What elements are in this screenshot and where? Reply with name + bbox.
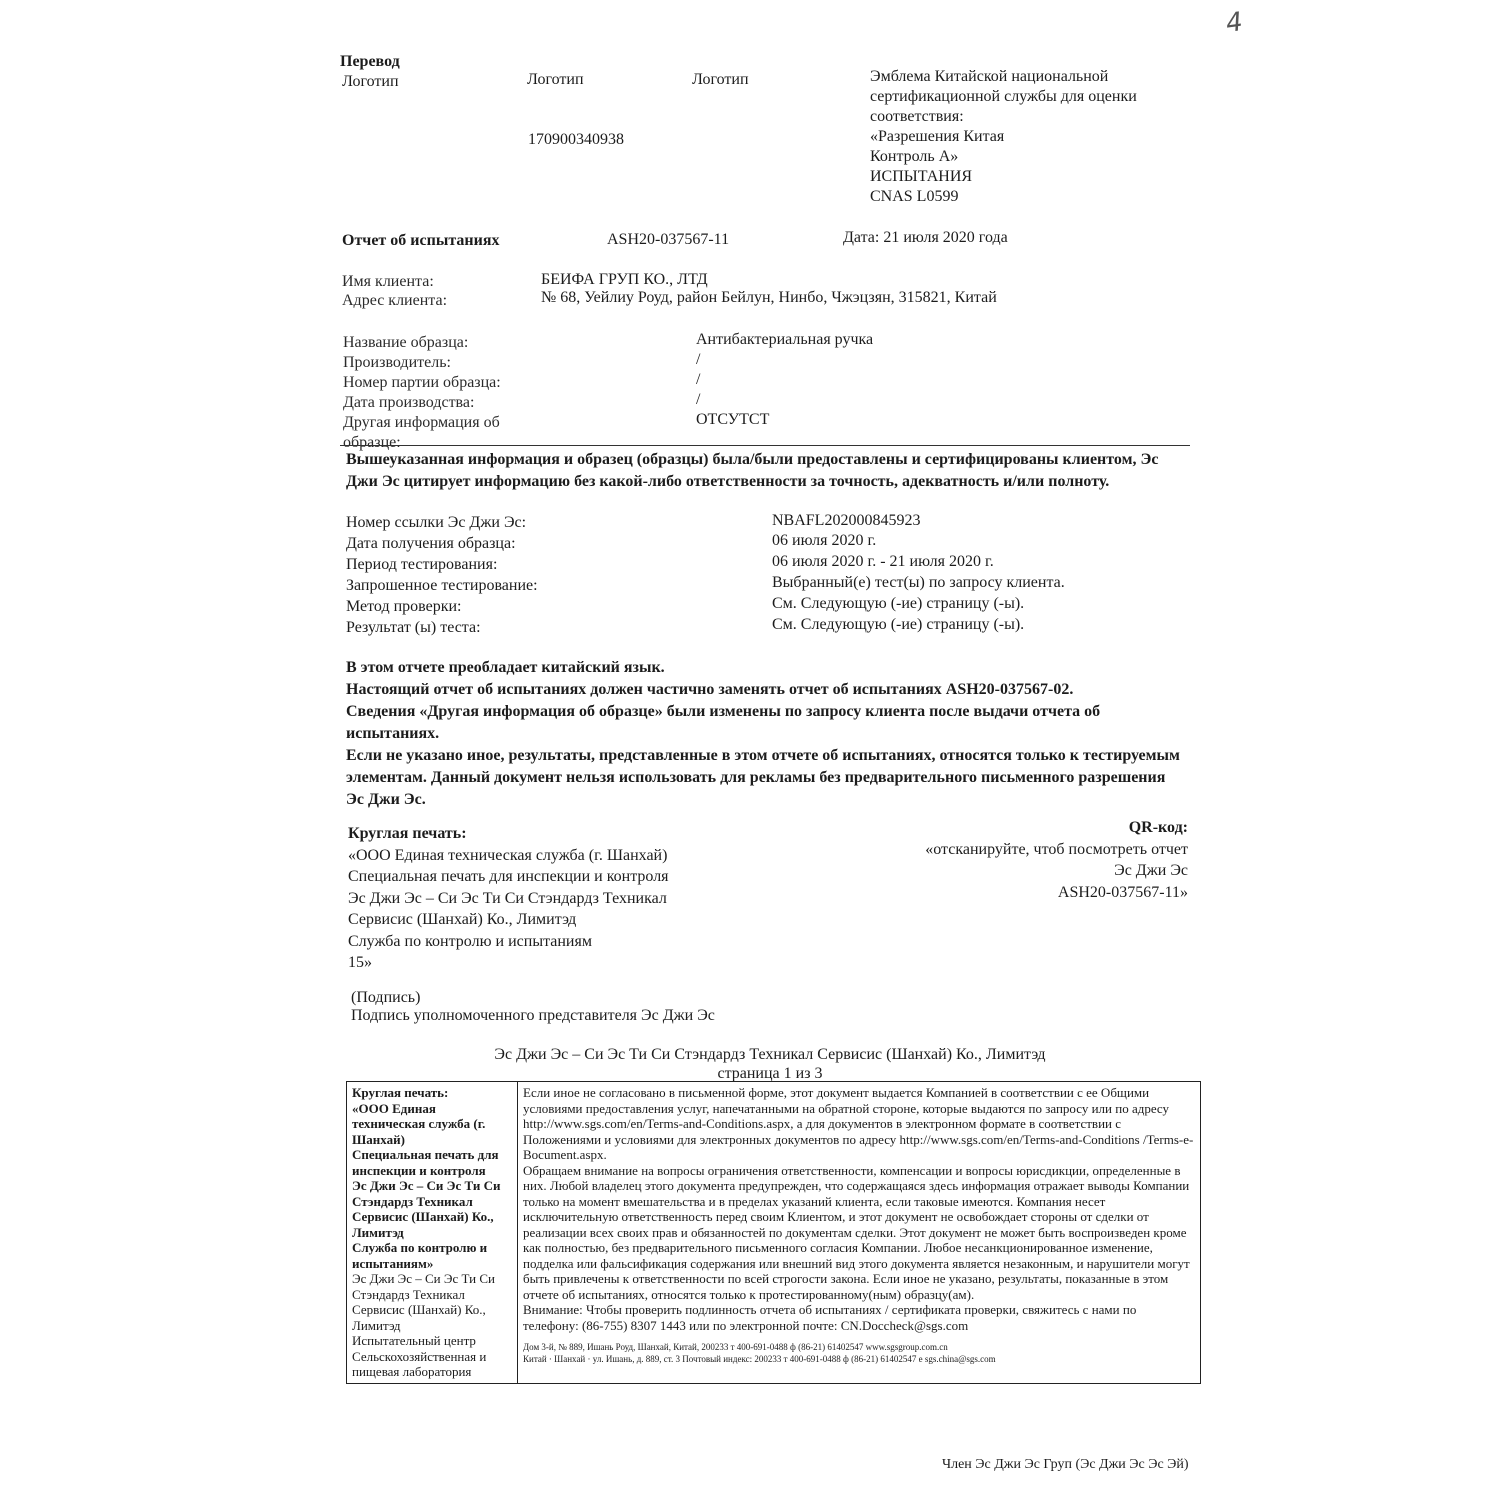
detail-label: Результат (ы) теста: [346,619,481,636]
round-seal-description [348,823,669,974]
sample-label: образце: [343,434,401,451]
terms-text-cell [518,1082,1201,1384]
terms-seal-line: Служба по контролю и испытаниям» [352,1240,488,1271]
emblem-line: сертификационной службы для оценки [870,88,1137,105]
sample-value: Антибактериальная ручка [696,331,874,348]
terms-seal-line: «ООО Единая техническая служба (г. Шанхай) [352,1100,486,1147]
detail-value: NBAFL202000845923 [772,512,921,529]
emblem-line: Контроль А» [870,148,959,165]
qr-code-description [925,817,1188,903]
sample-value: / [696,391,701,408]
seal-line: Эс Джи Эс – Си Эс Ти Си Стэндардз Техникал [348,889,667,907]
qr-line: Эс Джи Эс [1114,862,1188,879]
terms-seal-cell [347,1082,518,1384]
detail-value: 06 июля 2020 г. [772,532,877,549]
detail-label: Запрошенное тестирование: [346,577,538,594]
emblem-line: ИСПЫТАНИЯ [870,168,973,185]
statement: В этом отчете преобладает китайский язык. [346,659,665,676]
handwritten-page-number: 4 [1223,6,1245,40]
statement: Если не указано иное, результаты, представленные в этом отчете об испытаниях, относятся только к тестируемым элементам. Данный документ нельзя использовать для рекламы без предварительного письменного разрешения Эс Джи Эс. [346,747,1180,808]
detail-value: Выбранный(е) тест(ы) по запросу клиента. [772,574,1065,591]
detail-value: 06 июля 2020 г. - 21 июля 2020 г. [772,553,994,570]
emblem-line: «Разрешения Китая [870,128,1005,145]
sample-value: / [696,351,701,368]
sample-label: Дата производства: [343,394,475,411]
qr-line: ASH20-037567-11» [1057,883,1188,901]
sample-value: / [696,371,701,388]
client-address-label: Адрес клиента: [342,292,448,309]
detail-value: См. Следующую (-ие) страницу (-ы). [772,595,1025,612]
detail-label: Номер ссылки Эс Джи Эс: [346,514,527,531]
terms-seal-line: Эс Джи Эс – Си Эс Ти Си Стэндардз Техникал Сервисис (Шанхай) Ко., Лимитэд [352,1178,501,1240]
terms-paragraph: Если иное не согласовано в письменной форме, этот документ выдается Компанией в соответствии с ее Общими условиями предоставления услуг, напечатанными на обратной стороне, которые выдаются по запросу или по адресу http://www.sgs.com/en/Terms-and-Conditions.aspx, а для документов в электронном формате в соответствии с Положениями и условиями для электронных документов по адресу http://www.sgs.com/en/Terms-and-Conditions /Terms-e-Bocument.aspx. [523,1085,1194,1162]
sample-label: Производитель: [343,354,451,371]
report-title: Отчет об испытаниях [342,232,500,249]
qr-line: «отсканируйте, чтоб посмотреть отчет [925,840,1188,858]
translation-title: Перевод [340,53,400,70]
terms-seal-line: Эс Джи Эс – Си Эс Ти Си Стэндардз Техникал Сервисис (Шанхай) Ко., Лимитэд [352,1271,495,1333]
sample-label: Название образца: [343,334,469,351]
seal-line: Специальная печать для инспекции и контроля [348,868,669,885]
report-statements [346,657,1186,811]
emblem-description [870,67,1200,207]
certificate-code: 170900340938 [528,131,624,148]
client-name-value: БЕИФА ГРУП КО., ЛТД [541,271,708,288]
terms-seal-line: Испытательный центр Сельскохозяйственная и пищевая лаборатория [352,1333,487,1379]
logo-label-3: Логотип [692,71,749,88]
seal-line: 15» [348,954,372,971]
client-name-label: Имя клиента: [342,273,434,290]
seal-line: «ООО Единая техническая служба (г. Шанхай) [348,846,668,864]
terms-box [346,1081,1201,1384]
group-membership: Член Эс Джи Эс Груп (Эс Джи Эс Эс Эй) [942,1457,1189,1472]
sample-label: Номер партии образца: [343,374,501,391]
signature-marker: (Подпись) [351,989,421,1006]
client-address-value: № 68, Уейлиу Роуд, район Бейлун, Нинбо, Чжэцзян, 315821, Китай [541,289,997,306]
seal-line: Служба по контролю и испытаниям [348,932,592,950]
company-address-line: Китай · Шанхай · ул. Ишань, д. 889, ст. 3 Почтовый индекс: 200233 т 400-691-0488 ф (86-21) 61402547 e sgs.china@sgs.com [523,1354,996,1364]
emblem-line: CNAS L0599 [870,188,959,205]
sample-label: Другая информация об [343,414,500,431]
detail-label: Период тестирования: [346,556,498,573]
terms-seal-line: Круглая печать: [352,1085,449,1100]
client-info-notice: Вышеуказанная информация и образец (образцы) была/были предоставлены и сертифицированы клиентом, Эс Джи Эс цитирует информацию без какой-либо ответственности за точность, адекватность и/или полноту. [346,451,1159,490]
logo-label-1: Логотип [342,73,399,90]
footer-page-number: страница 1 из 3 [717,1065,823,1082]
footer-company: Эс Джи Эс – Си Эс Ти Си Стэндардз Техникал Сервисис (Шанхай) Ко., Лимитэд [494,1046,1046,1063]
emblem-line: Эмблема Китайской национальной [870,68,1109,85]
signature-caption: Подпись уполномоченного представителя Эс Джи Эс [351,1007,715,1024]
seal-title: Круглая печать: [348,825,467,842]
detail-value: См. Следующую (-ие) страницу (-ы). [772,616,1025,633]
sample-value: ОТСУТСТ [696,411,770,428]
logo-label-2: Логотип [527,71,584,88]
company-address-line: Дом 3-й, № 889, Ишань Роуд, Шанхай, Китай, 200233 т 400-691-0488 ф (86-21) 61402547 www.sgsgroup.com.cn [523,1342,948,1352]
report-date: Дата: 21 июля 2020 года [843,229,1008,246]
statement: Настоящий отчет об испытаниях должен частично заменять отчет об испытаниях ASH20-037567-02. [346,681,1074,698]
terms-seal-line: Специальная печать для инспекции и контроля [352,1147,499,1178]
seal-line: Сервисис (Шанхай) Ко., Лимитэд [348,911,577,928]
report-number: ASH20-037567-11 [607,231,730,248]
emblem-line: соответствия: [870,108,964,125]
terms-paragraph: Внимание: Чтобы проверить подлинность отчета об испытаниях / сертификата проверки, свяжитесь с нами по телефону: (86-755) 8307 1443 или по электронной почте: CN.Doccheck@sgs.com [523,1302,1137,1333]
divider [340,445,1190,446]
qr-title: QR-код: [1128,819,1188,836]
detail-label: Метод проверки: [346,598,462,615]
detail-label: Дата получения образца: [346,535,516,552]
terms-paragraph: Обращаем внимание на вопросы ограничения ответственности, компенсации и вопросы юрисдикции, определенные в них. Любой владелец этого документа предупрежден, что содержащаяся здесь информация отражает выводы Компании только на момент вмешательства и в пределах указаний клиента, если таковые имеются. Компания несет исключительную ответственность перед своим Клиентом, и этот документ не освобождает стороны от сделки от реализации всех своих прав и обязанностей по документам сделки. Этот документ не может быть воспроизведен кроме как полностью, без предварительного письменного согласия Компании. Любое несанкционированное изменение, подделка или фальсификация содержания или внешний вид этого документа является незаконным, и нарушители могут быть привлечены к ответственности по всей строгости закона. Если иное не указано, результаты, показанные в этом отчете об испытаниях, относятся только к протестированному(ным) образцу(ам). [523,1162,1190,1302]
statement: Сведения «Другая информация об образце» были изменены по запросу клиента после выдачи отчета об испытаниях. [346,703,1101,742]
